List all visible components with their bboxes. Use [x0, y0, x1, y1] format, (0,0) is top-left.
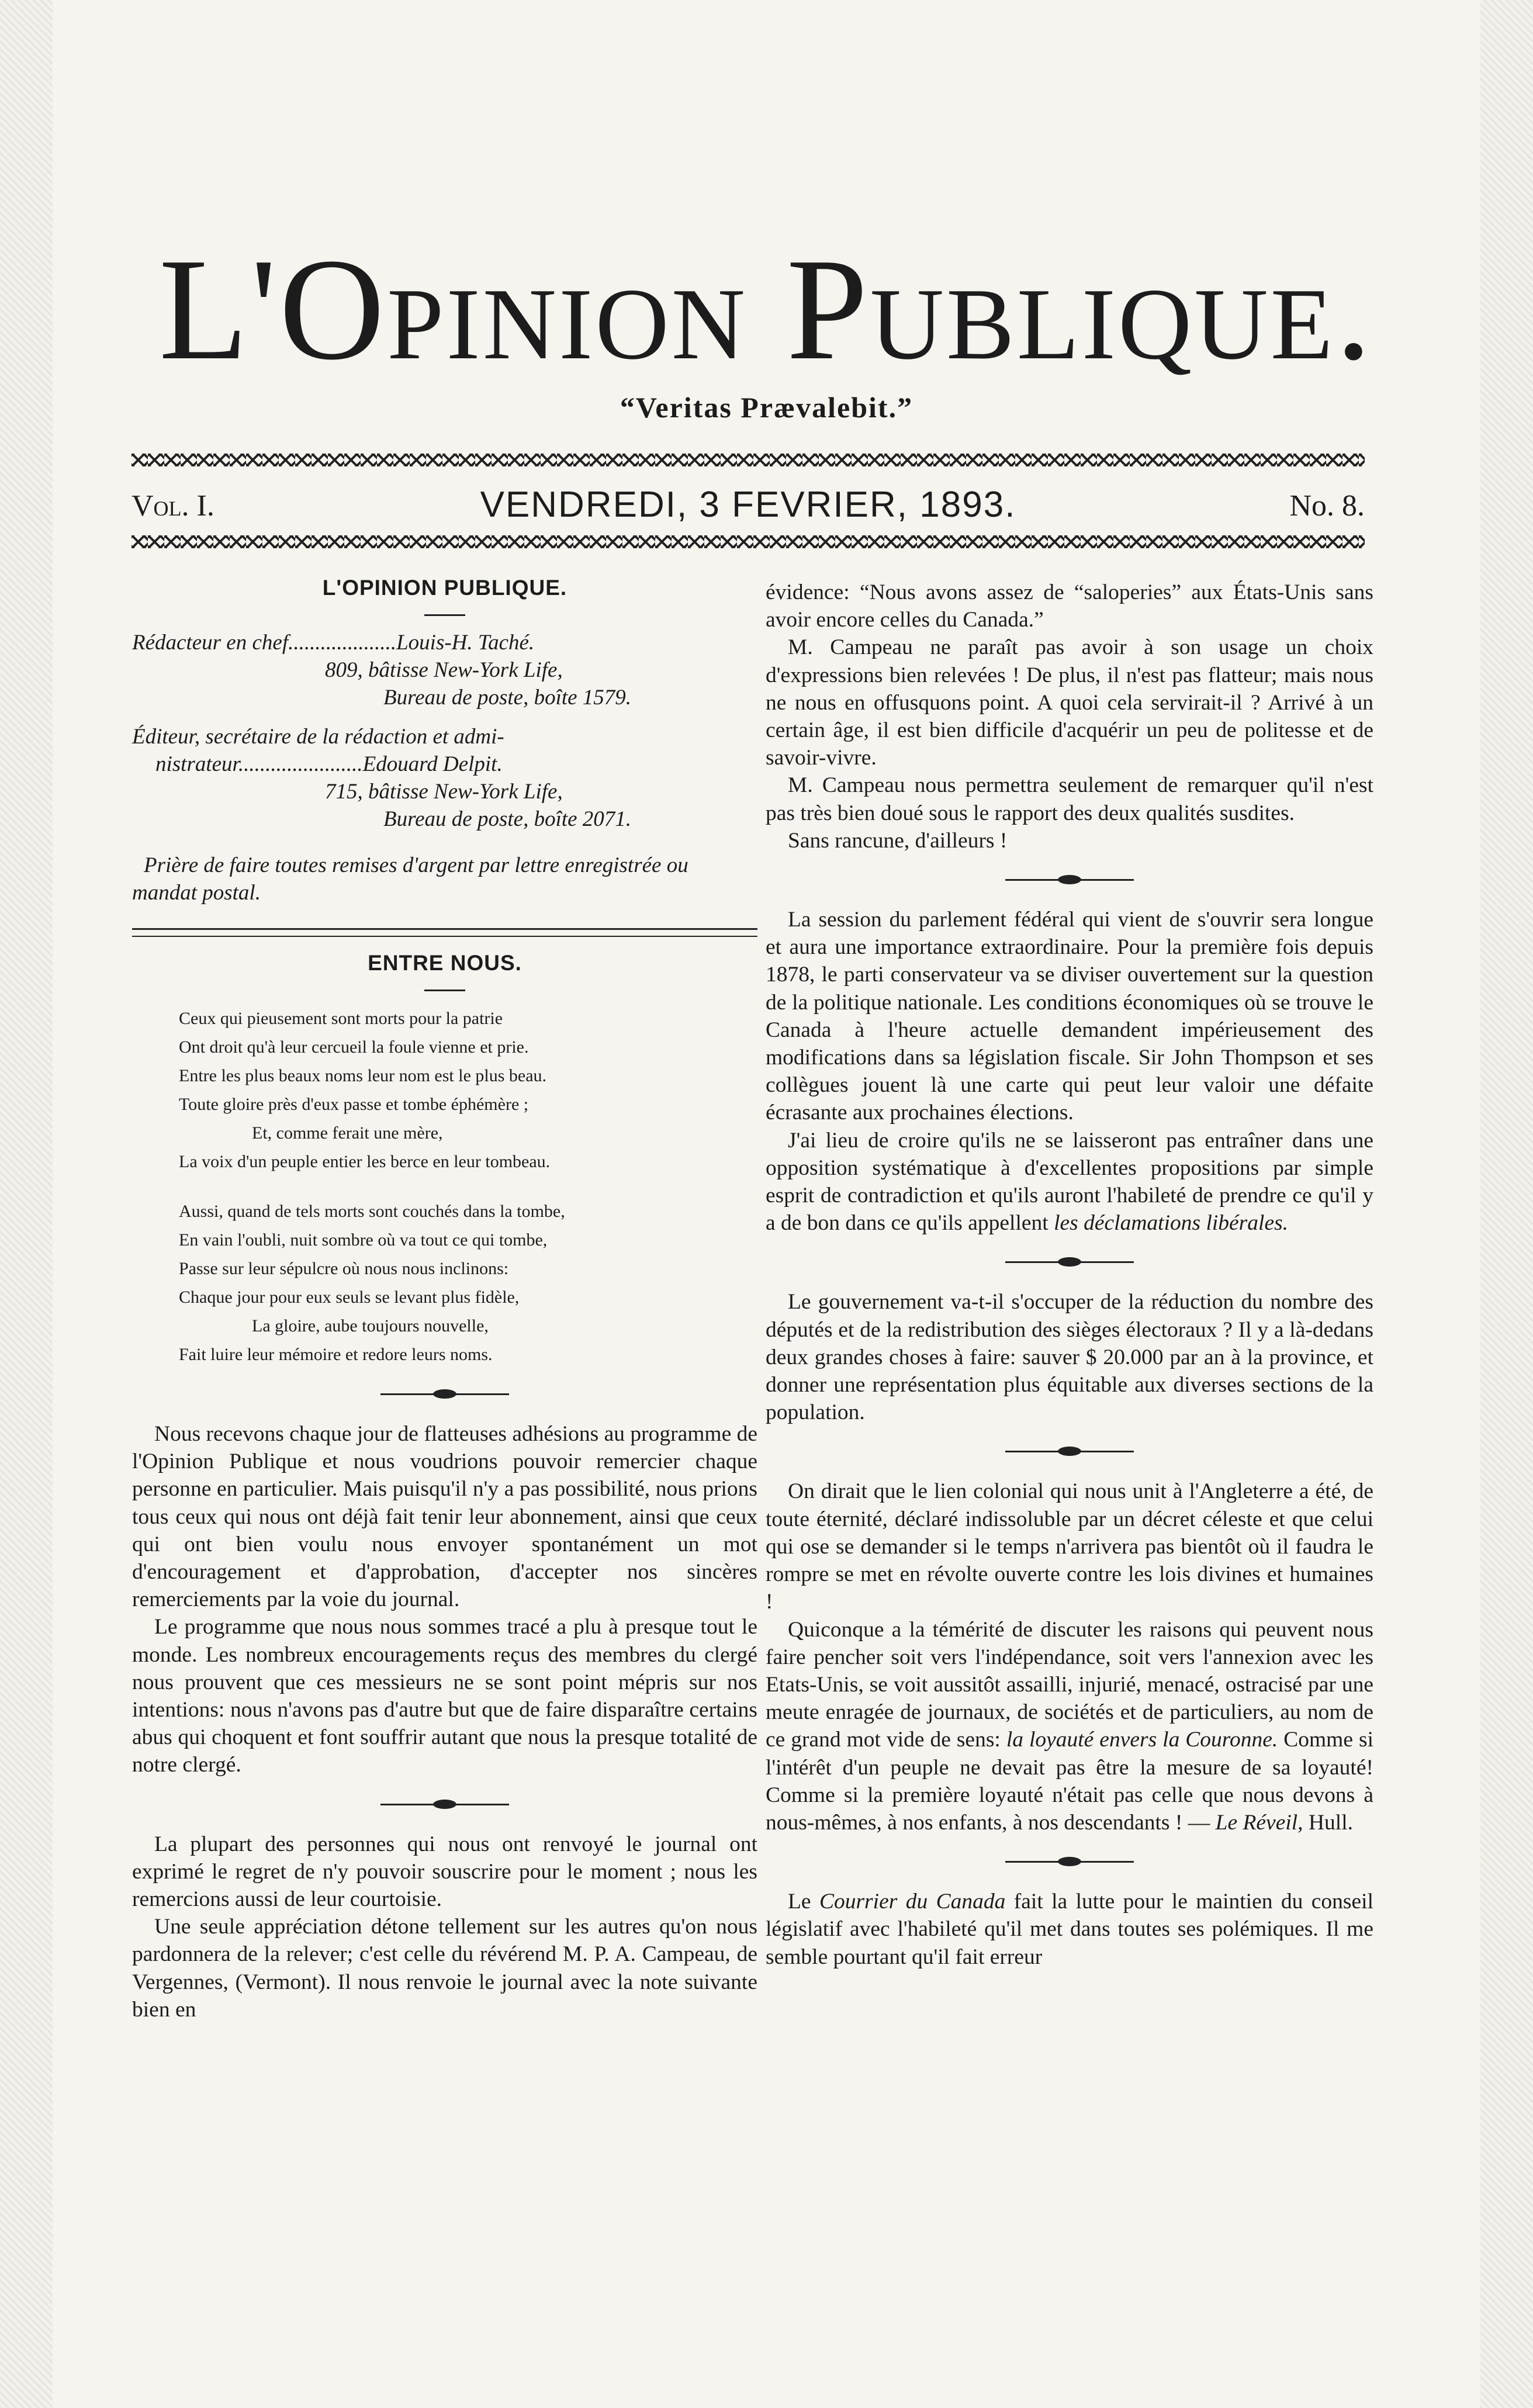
poem-line: Aussi, quand de tels morts sont couchés dans la tombe, [179, 1202, 565, 1221]
ornament-divider [1005, 874, 1134, 885]
poem-line: Passe sur leur sépulcre où nous nous inclinons: [179, 1259, 509, 1278]
wavy-rule-bottom [132, 535, 1365, 548]
poem-line: Et, comme ferait une mère, [252, 1123, 443, 1143]
poem [132, 1004, 757, 1369]
poem-line: Toute gloire près d'eux passe et tombe éphémère ; [179, 1095, 529, 1114]
text-run: Hull. [1303, 1810, 1353, 1835]
text-run: Comme si l'intérêt d'un peuple ne devait pas être la mesure de sa loyauté! Comme si la première loyauté n'était pas celle que nous devons à nous-mêmes, à nos enfants, à nos descendants ! — [766, 1728, 1373, 1835]
remittance-note: Prière de faire toutes remises d'argent par lettre enregistrée ou mandat postal. [132, 853, 688, 905]
staff-heading: L'OPINION PUBLIQUE. [322, 576, 567, 600]
ornament-divider [380, 1799, 509, 1810]
article-paragraph: Une seule appréciation détone tellement sur les autres qu'on nous pardonnera de la relever; c'est celle du révérend M. P. A. Campeau, de Vergennes, (Vermont). Il nous renvoie le journal avec la note suivante bien en [132, 1915, 757, 2022]
article-paragraph: Le programme que nous nous sommes tracé a plu à presque tout le monde. Les nombreux encouragements reçus des membres du clergé nous prouvent que ces messieurs ne se sont point mépris sur nos intentions: nous n'avons pas d'autre but que de faire disparaître certains abus qui choquent et font souffrir autant que nous la presque totalité de notre clergé. [132, 1615, 757, 1777]
masthead-motto: “Veritas Prævalebit.” [620, 391, 913, 424]
article-paragraph: Le gouvernement va-t-il s'occuper de la réduction du nombre des députés et de la redistribution des sièges électoraux ? Il y a là-dedans deux grandes choses à faire: sauver $ 20.000 par an à la province, et donner une représentation plus équitable aux diverses sections de la population. [766, 1290, 1373, 1425]
article-paragraph: Sans rancune, d'ailleurs ! [788, 828, 1008, 853]
text-run: Quiconque a la témérité de discuter les raisons qui peuvent nous faire pencher soit vers l'indépendance, soit vers l'annexion avec les Etats-Unis, se voit aussitôt assailli, injurié, menacé, ostracisé par une meute enragée de journaux, de sociétés et de particuliers, au nom de ce grand mot vide de sens: [766, 1617, 1373, 1752]
ornament-divider [1005, 1446, 1134, 1456]
poem-line: Chaque jour pour eux seuls se levant plus fidèle, [179, 1288, 520, 1307]
poem-line: Ont droit qu'à leur cercueil la foule vienne et prie. [179, 1037, 529, 1057]
issue-volume: Vol. I. [132, 489, 214, 523]
editor-address-1: 809, bâtisse New-York Life, [325, 658, 563, 682]
article-paragraph: La plupart des personnes qui nous ont renvoyé le journal ont exprimé le regret de n'y pouvoir souscrire pour le moment ; nous les remercions aussi de leur courtoisie. [132, 1832, 757, 1912]
poem-line: La voix d'un peuple entier les berce en leur tombeau. [179, 1152, 551, 1171]
article-paragraph: Nous recevons chaque jour de flatteuses adhésions au programme de l'Opinion Publique et nous voudrions pouvoir remercier chaque personne en particulier. Mais puisqu'il n'y a pas possibilité, nous prions tous ceux qui nous ont déjà fait tenir leur abonnement, ainsi que ceux qui ont bien voulu nous envoyer spontanément un mot d'encouragement et d'approbation, d'accepter nos sincères remerciements par la voie du journal. [132, 1422, 757, 1612]
article-paragraph: La session du parlement fédéral qui vient de s'ouvrir sera longue et aura une importance extraordinaire. Pour la première fois depuis 1878, le parti conservateur va se diviser ouvertement sur la question de la politique nationale. Les conditions économiques où se trouve le Canada à l'heure actuelle demandent impérieusement des modifications dans sa législation fiscale. Sir John Thompson et ses collègues jouent là une carte qui peut leur valoir une défaite écrasante aux prochaines élections. [766, 908, 1373, 1125]
article-paragraph: On dirait que le lien colonial qui nous unit à l'Angleterre a été, de toute éternité, déclaré indissoluble par un décret céleste et que celui qui ose se demander si le temps n'arrivera pas bientôt où il faudra le rompre se met en révolte ouverte contre les lois divines et humaines ! [766, 1479, 1373, 1614]
text-run: J'ai lieu de croire qu'ils ne se laisseront pas entraîner dans une opposition systématique à d'excellentes propositions par simple esprit de contradiction et qu'ils auront l'habileté de prendre ce qu'il y a de bon dans ce qu'ils appellent [766, 1128, 1373, 1236]
masthead-title: L'Opinion Publique. [158, 229, 1375, 390]
italic-phrase: la loyauté envers la Couronne. [1006, 1728, 1278, 1752]
staff-box [132, 629, 757, 833]
editor-address-2: Bureau de poste, boîte 1579. [383, 686, 632, 710]
issue-line [132, 484, 1365, 531]
italic-phrase: les déclamations libérales. [1054, 1211, 1289, 1236]
wavy-rule-top [132, 454, 1365, 466]
poem-line: Fait luire leur mémoire et redore leurs noms. [179, 1345, 493, 1364]
entre-nous-heading: ENTRE NOUS. [368, 951, 522, 975]
publisher-line-1: Éditeur, secrétaire de la rédaction et admi- [132, 725, 504, 749]
text-run: fait la lutte pour le maintien du conseil législatif avec l'habileté qu'il met dans toutes ses polémiques. Il me semble pourtant qu'il fait erreur [766, 1890, 1373, 1969]
publisher-line-2: nistrateur.......................Edouard Delpit. [155, 752, 503, 776]
issue-date: VENDREDI, 3 FEVRIER, 1893. [480, 485, 1016, 525]
article-paragraph: M. Campeau ne paraît pas avoir à son usage un choix d'expressions bien relevées ! De plus, il n'est pas flatteur; mais nous ne nous en offusquons point. A quoi cela servirait-il ? Arrivé à un certain âge, il est bien difficile d'acquérir un peu de politesse et de savoir-vivre. [766, 635, 1373, 770]
ornament-divider [1005, 1856, 1134, 1867]
poem-line: En vain l'oubli, nuit sombre où va tout ce qui tombe, [179, 1230, 548, 1250]
left-column [132, 576, 757, 2023]
article-paragraph [766, 1616, 1373, 1837]
poem-line: La gloire, aube toujours nouvelle, [252, 1316, 489, 1336]
publisher-address-2: Bureau de poste, boîte 2071. [383, 807, 632, 831]
article-paragraph [766, 1888, 1373, 1971]
publisher-address-1: 715, bâtisse New-York Life, [325, 780, 563, 804]
source-signature: Le Réveil, [1215, 1810, 1303, 1835]
ornament-divider [380, 1389, 509, 1399]
article-paragraph: évidence: “Nous avons assez de “saloperies” aux États-Unis sans avoir encore celles du Canada.” [766, 580, 1373, 632]
short-rule [424, 614, 465, 616]
article-paragraph: M. Campeau nous permettra seulement de remarquer qu'il n'est pas très bien doué sous le rapport des deux qualités susdites. [766, 773, 1373, 825]
issue-number: No. 8. [1289, 489, 1365, 523]
short-rule [424, 990, 465, 991]
text-run: Le [788, 1890, 819, 1914]
double-rule [132, 928, 757, 937]
editor-line: Rédacteur en chef....................Louis-H. Taché. [132, 631, 535, 655]
poem-line: Entre les plus beaux noms leur nom est le plus beau. [179, 1066, 547, 1085]
ornament-divider [1005, 1257, 1134, 1267]
article-paragraph [766, 1127, 1373, 1237]
italic-phrase: Courrier du Canada [819, 1890, 1006, 1914]
right-column [766, 579, 1373, 1971]
poem-line: Ceux qui pieusement sont morts pour la patrie [179, 1009, 503, 1028]
